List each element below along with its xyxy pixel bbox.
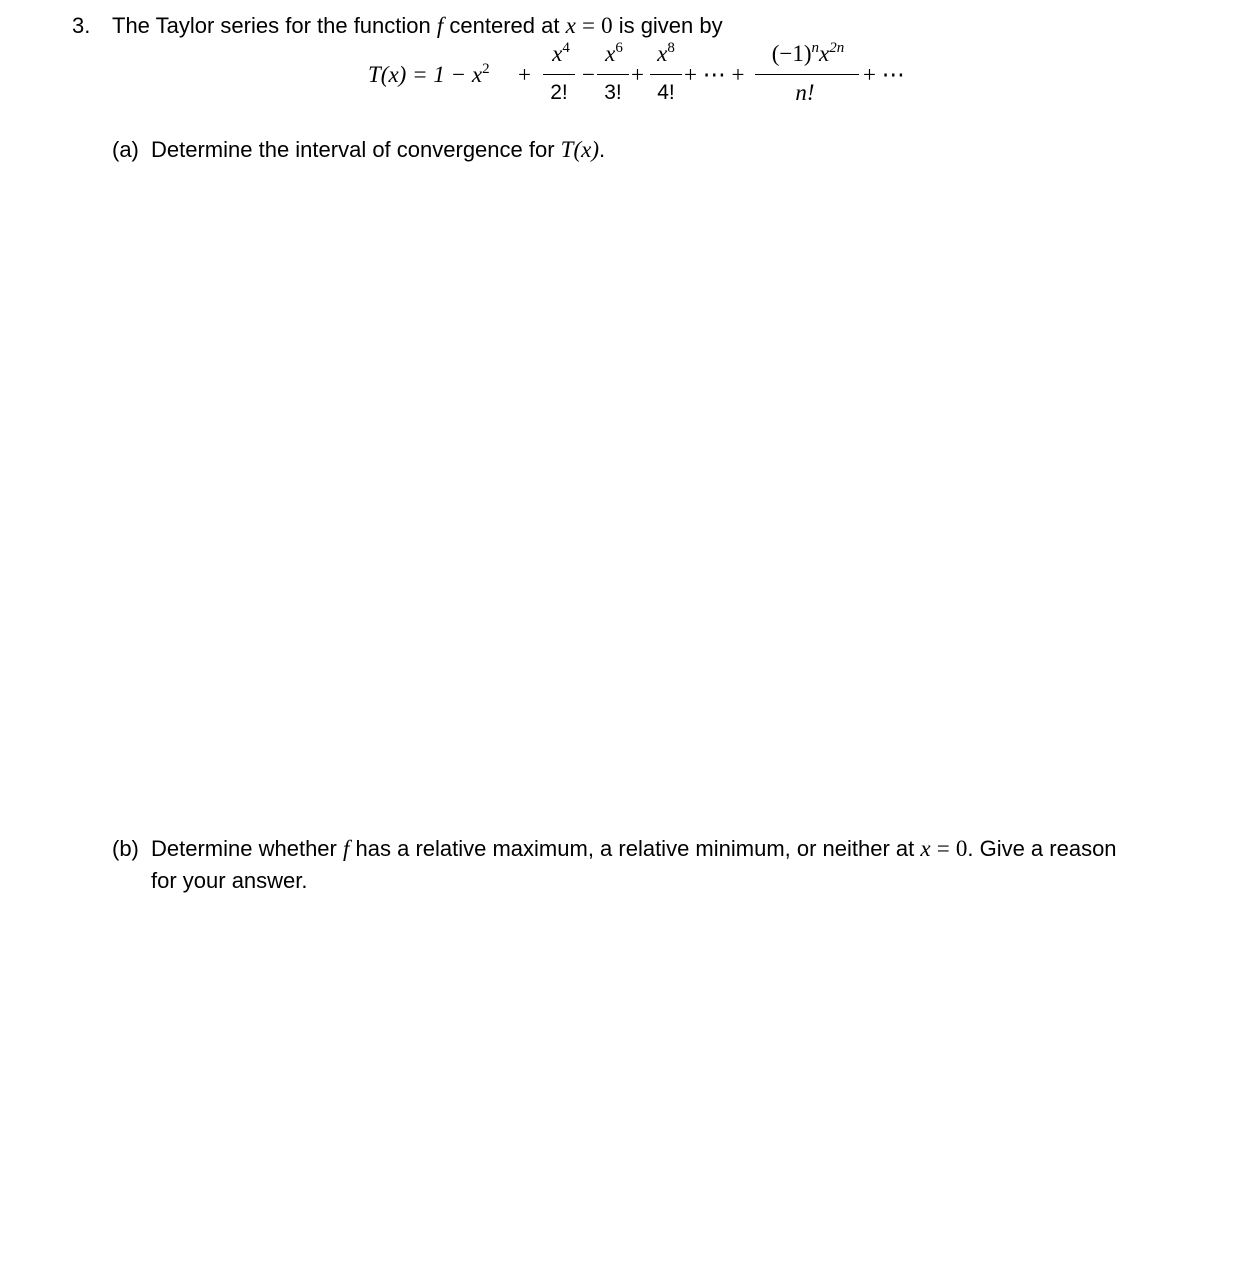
part-b-text-3: . Give a reason xyxy=(967,836,1117,861)
frac2-bar xyxy=(597,74,629,75)
general-num-x: x xyxy=(819,41,830,66)
problem-stem xyxy=(112,12,723,40)
stem-function-f: f xyxy=(436,13,444,38)
part-b-zero: 0 xyxy=(955,836,968,861)
part-b-line-2: for your answer. xyxy=(151,868,308,893)
frac3-numerator xyxy=(648,41,684,70)
part-b xyxy=(112,835,1117,863)
frac2-numerator xyxy=(596,41,632,70)
part-b-variable-x: x xyxy=(920,836,931,861)
frac2-num-exp: 6 xyxy=(615,40,623,56)
frac3-num-x: x xyxy=(657,41,668,66)
part-a-text: Determine the interval of convergence for xyxy=(151,137,555,162)
formula-plus-ellipsis: + ⋯ xyxy=(863,62,905,87)
frac1-numerator xyxy=(543,41,579,70)
stem-equals: = xyxy=(581,13,595,38)
part-a-label: (a) xyxy=(112,137,139,162)
stem-text-3: is given by xyxy=(618,13,723,38)
part-b-text-2: has a relative maximum, a relative minimum, or neither at xyxy=(355,836,915,861)
part-b-equals: = xyxy=(936,836,950,861)
general-term-denominator: n! xyxy=(795,80,815,105)
stem-zero: 0 xyxy=(601,13,613,38)
part-a-expression: T(x) xyxy=(560,137,599,162)
part-b-text-1: Determine whether xyxy=(151,836,337,861)
frac3-num-exp: 8 xyxy=(667,40,675,56)
stem-text-2: centered at xyxy=(449,13,560,38)
problem-number: 3. xyxy=(72,13,91,38)
stem-text-1: The Taylor series for the function xyxy=(112,13,431,38)
general-num-exp2: 2n xyxy=(829,40,845,56)
formula-lhs-exponent: 2 xyxy=(482,61,490,77)
general-num-base: (−1) xyxy=(771,41,812,66)
frac1-bar xyxy=(543,74,575,75)
formula-lhs xyxy=(368,62,490,91)
frac2-num-x: x xyxy=(605,41,616,66)
frac1-num-exp: 4 xyxy=(562,40,570,56)
formula-plus-1: + xyxy=(518,62,531,87)
formula-plus-ellipsis-plus: + ⋯ + xyxy=(684,62,745,87)
part-a-period: . xyxy=(599,137,606,162)
general-term-bar xyxy=(755,74,859,75)
stem-variable-x: x xyxy=(565,13,576,38)
frac1-num-x: x xyxy=(552,41,563,66)
part-b-label: (b) xyxy=(112,836,139,861)
part-b-function-f: f xyxy=(343,836,350,861)
formula-lhs-text: T(x) = 1 − x xyxy=(368,62,483,87)
frac1-denominator: 2! xyxy=(550,81,568,104)
frac3-denominator: 4! xyxy=(657,81,675,104)
frac2-denominator: 3! xyxy=(604,81,622,104)
general-num-exp1: n xyxy=(811,40,820,56)
frac3-bar xyxy=(650,74,682,75)
general-term-numerator xyxy=(756,41,860,70)
part-a xyxy=(112,136,605,164)
formula-plus-2: + xyxy=(631,62,644,87)
formula-minus-1: − xyxy=(582,62,595,87)
